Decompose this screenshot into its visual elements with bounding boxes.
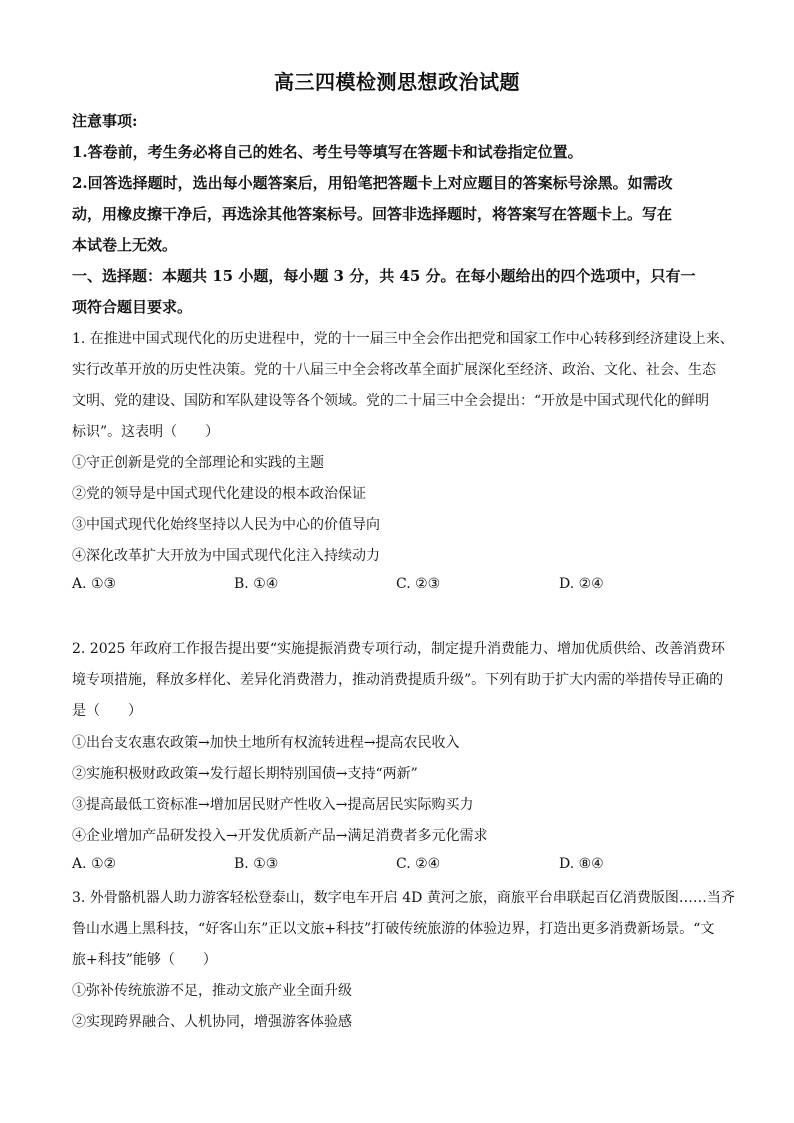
q1-option: ③中国式现代化始终坚持以人民为中心的价值导向 <box>72 517 380 533</box>
section-heading-line-1: 一、选择题：本题共 15 小题，每小题 3 分，共 45 分。在每小题给出的四个选项中，只有一 <box>72 267 696 285</box>
q1-option: ①守正创新是党的全部理论和实践的主题 <box>72 455 324 471</box>
q2-choice-d: D. ⑧④ <box>559 856 604 872</box>
q1-choice-c: C. ②③ <box>396 576 441 592</box>
q3-stem-line: 3. 外骨骼机器人助力游客轻松登泰山，数字电车开启 4D 黄河之旅，商旅平台串联起百亿消费版图……当齐 <box>72 890 735 906</box>
q2-option: ③提高最低工资标准→增加居民财产性收入→提高居民实际购买力 <box>72 797 474 813</box>
section-heading-line-2: 项符合题目要求。 <box>72 298 193 316</box>
notice-item-2-line-3: 本试卷上无效。 <box>72 236 178 254</box>
q3-option: ①弥补传统旅游不足，推动文旅产业全面升级 <box>72 983 352 999</box>
q1-choice-b: B. ①④ <box>234 576 279 592</box>
q2-choice-b: B. ①③ <box>234 856 279 872</box>
q1-stem-line: 1. 在推进中国式现代化的历史进程中，党的十一届三中全会作出把党和国家工作中心转移到经济建设上来、 <box>72 331 734 347</box>
q2-choice-c: C. ②④ <box>396 856 441 872</box>
q1-option: ④深化改革扩大开放为中国式现代化注入持续动力 <box>72 548 380 564</box>
notice-item-1: 1.答卷前，考生务必将自己的姓名、考生号等填写在答题卡和试卷指定位置。 <box>72 143 583 161</box>
q3-option: ②实现跨界融合、人机协同，增强游客体验感 <box>72 1014 352 1030</box>
q2-option: ①出台支农惠农政策→加快土地所有权流转进程→提高农民收入 <box>72 735 460 751</box>
notice-heading: 注意事项: <box>72 112 138 130</box>
notice-item-2-line-1: 2.回答选择题时，选出每小题答案后，用铅笔把答题卡上对应题目的答案标号涂黑。如需改 <box>72 174 673 192</box>
q1-option: ②党的领导是中国式现代化建设的根本政治保证 <box>72 486 366 502</box>
q2-option: ④企业增加产品研发投入→开发优质新产品→满足消费者多元化需求 <box>72 828 488 844</box>
q1-stem-line: 标识”。这表明（ ） <box>72 424 220 440</box>
notice-item-2-line-2: 动，用橡皮擦干净后，再选涂其他答案标号。回答非选择题时，将答案写在答题卡上。写在 <box>72 205 673 223</box>
q3-stem-line: 旅+科技”能够（ ） <box>72 952 217 968</box>
q1-stem-line: 实行改革开放的历史性决策。党的十八届三中全会将改革全面扩展深化至经济、政治、文化、社会、生态 <box>72 362 716 378</box>
q2-choice-a: A. ①② <box>72 856 117 872</box>
q2-stem-line: 2. 2025 年政府工作报告提出要“实施提振消费专项行动，制定提升消费能力、增加优质供给、改善消费环 <box>72 641 726 657</box>
q1-stem-line: 文明、党的建设、国防和军队建设等各个领域。党的二十届三中全会提出：“开放是中国式现代化的鲜明 <box>72 393 710 409</box>
q2-stem-line: 是（ ） <box>72 703 142 719</box>
q1-choice-d: D. ②④ <box>559 576 604 592</box>
q2-choices <box>72 856 722 876</box>
q1-choice-a: A. ①③ <box>72 576 117 592</box>
q3-stem-line: 鲁山水遇上黑科技，“好客山东”正以文旅+科技”打破传统旅游的体验边界，打造出更多消费新场景。“文 <box>72 921 715 937</box>
q2-stem-line: 境专项措施，释放多样化、差异化消费潜力，推动消费提质升级”。下列有助于扩大内需的举措传导正确的 <box>72 672 724 688</box>
q1-choices <box>72 576 722 596</box>
q2-option: ②实施积极财政政策→发行超长期特别国债→支持“两新” <box>72 766 418 782</box>
page-title: 高三四模检测思想政治试题 <box>274 70 520 94</box>
